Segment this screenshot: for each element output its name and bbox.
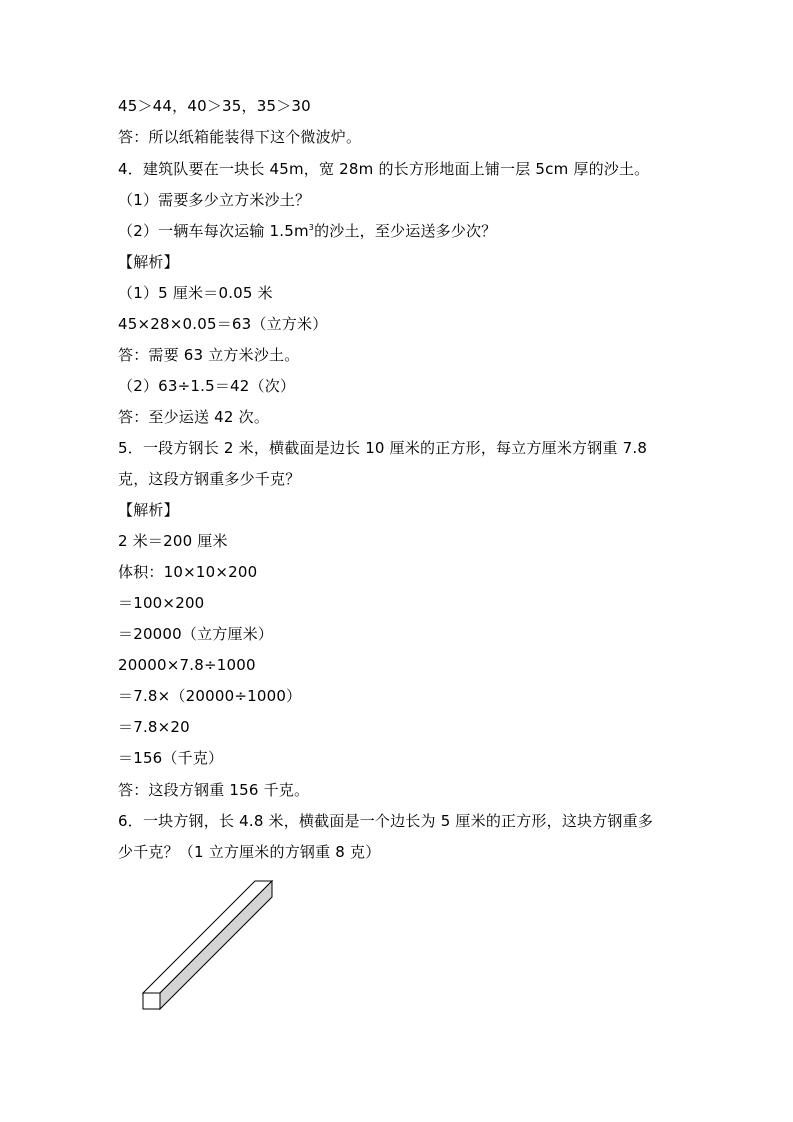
question-4-part-2-text-b: 的沙土，至少运送多少次？	[314, 222, 497, 240]
text-line: ＝20000（立方厘米）	[118, 625, 274, 643]
text-line: 体积：10×10×200	[118, 563, 258, 581]
question-4-part-1: （1）需要多少立方米沙土？	[118, 191, 311, 209]
text-line: 答：这段方钢重 156 千克。	[118, 781, 310, 799]
bar-top-face	[143, 881, 272, 993]
text-line: ＝7.8×（20000÷1000）	[118, 687, 302, 705]
analysis-heading: 【解析】	[118, 501, 179, 519]
bar-side-face	[160, 881, 272, 1009]
question-4-part-2-text-a: （2）一辆车每次运输 1.5m	[118, 222, 309, 240]
bar-end-face	[143, 993, 160, 1009]
question-5-cont: 克，这段方钢重多少千克？	[118, 470, 301, 488]
question-5: 5．一段方钢长 2 米，横截面是边长 10 厘米的正方形，每立方厘米方钢重 7.8	[118, 439, 648, 457]
text-line: ＝7.8×20	[118, 718, 190, 736]
text-line: （1）5 厘米＝0.05 米	[118, 284, 273, 302]
text-line: 20000×7.8÷1000	[118, 656, 256, 674]
question-4-part-2	[118, 221, 496, 241]
text-line: 45×28×0.05＝63（立方米）	[118, 315, 328, 333]
text-line: 答：需要 63 立方米沙土。	[118, 346, 300, 364]
text-line: 答：至少运送 42 次。	[118, 408, 270, 426]
text-line: （2）63÷1.5＝42（次）	[118, 377, 296, 395]
text-line: 2 米＝200 厘米	[118, 532, 228, 550]
question-6-cont: 少千克？（1 立方厘米的方钢重 8 克）	[118, 843, 381, 861]
text-line: 答：所以纸箱能装得下这个微波炉。	[118, 128, 362, 146]
text-line: 45＞44，40＞35，35＞30	[118, 97, 311, 115]
text-line: ＝100×200	[118, 594, 205, 612]
superscript: 3	[308, 223, 315, 232]
question-4: 4．建筑队要在一块长 45m，宽 28m 的长方形地面上铺一层 5cm 厚的沙土。	[118, 160, 650, 178]
text-line: ＝156（千克）	[118, 749, 224, 767]
steel-bar-figure	[136, 872, 286, 1017]
analysis-heading: 【解析】	[118, 253, 179, 271]
question-6: 6．一块方钢，长 4.8 米，横截面是一个边长为 5 厘米的正方形，这块方钢重多	[118, 812, 654, 830]
